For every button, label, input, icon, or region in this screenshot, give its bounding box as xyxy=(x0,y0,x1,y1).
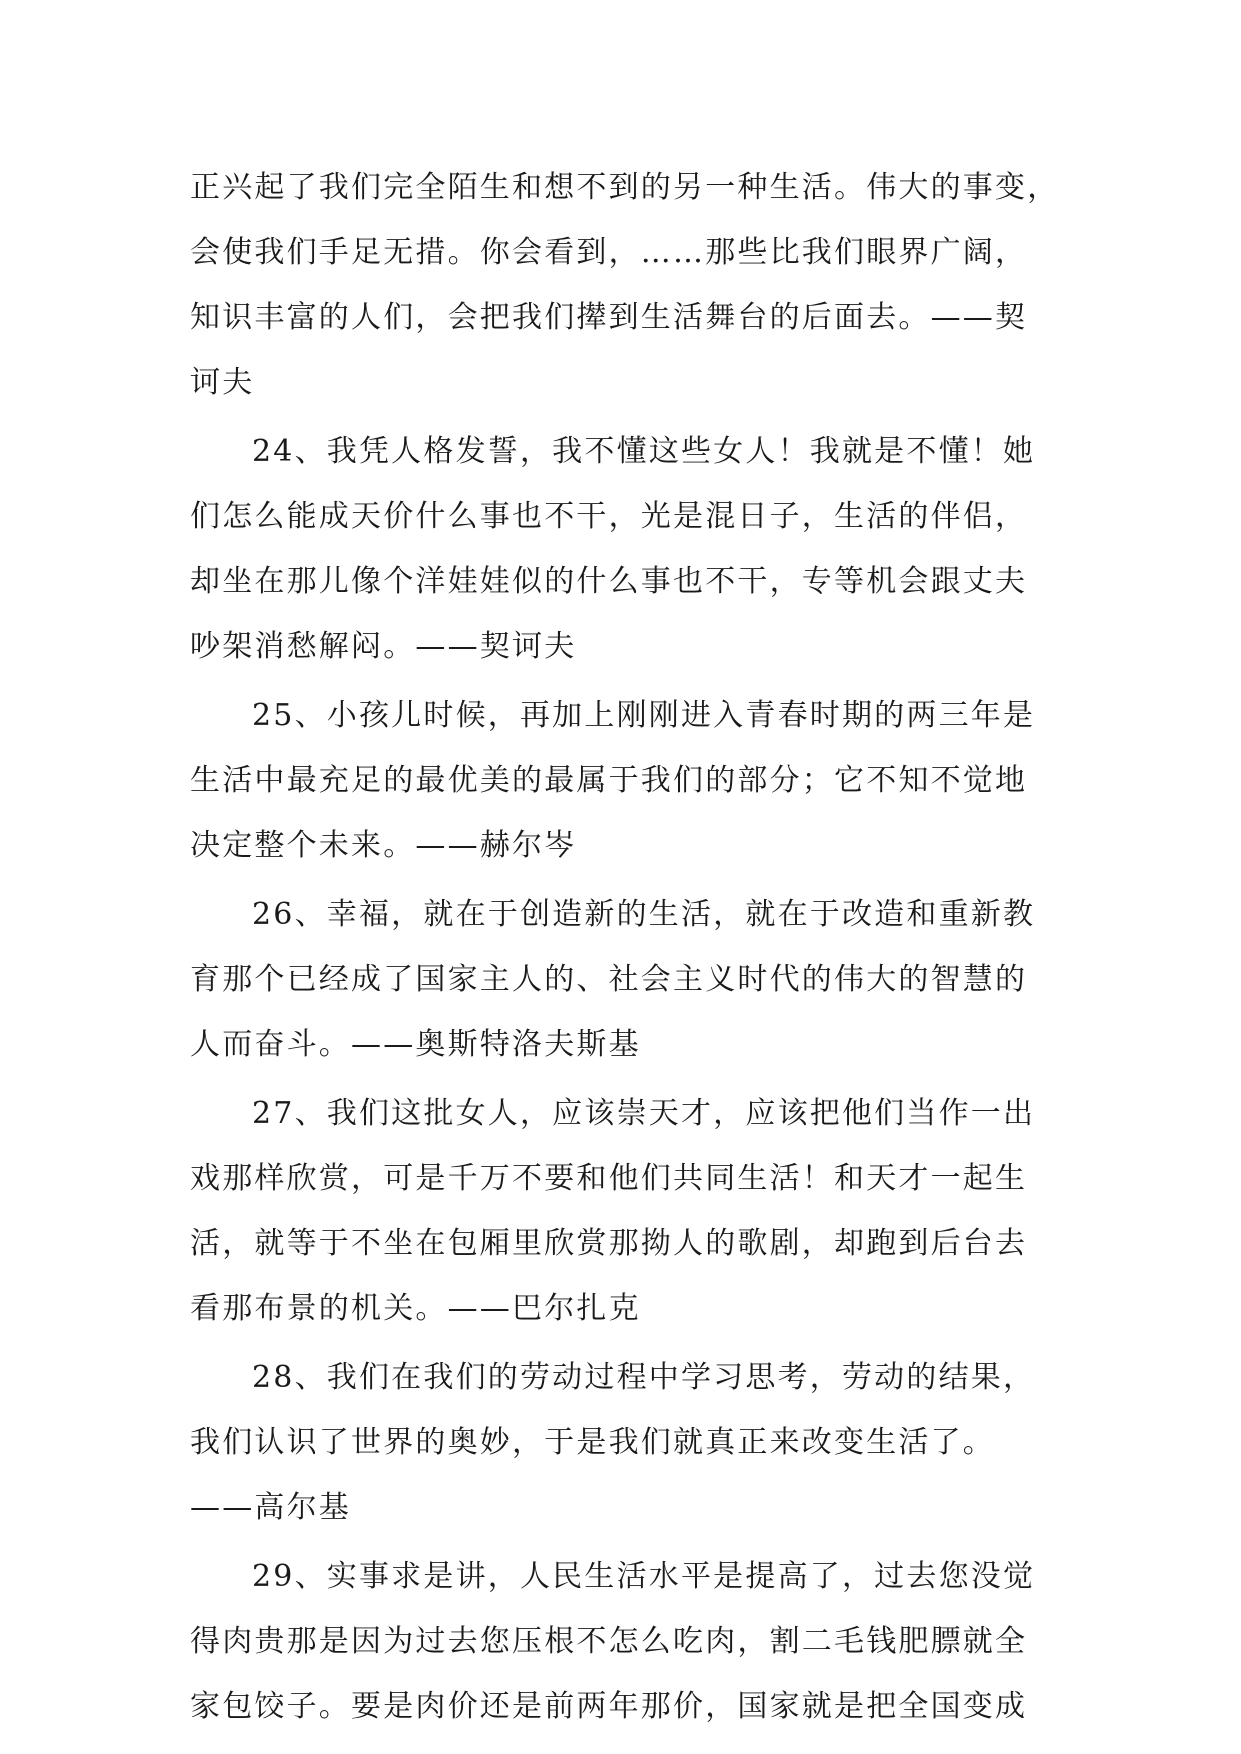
text-line: 正兴起了我们完全陌生和想不到的另一种生活。伟大的事变， xyxy=(190,170,1060,205)
text-line: 24、我凭人格发誓，我不懂这些女人！我就是不懂！她 xyxy=(252,434,1036,469)
paragraph-quote-25 xyxy=(190,683,1090,878)
paragraph-quote-28 xyxy=(190,1345,1090,1540)
text-line: 诃夫 xyxy=(190,365,255,400)
text-line: 知识丰富的人们，会把我们撵到生活舞台的后面去。——契 xyxy=(190,300,1028,335)
text-line: 29、实事求是讲，人民生活水平是提高了，过去您没觉 xyxy=(252,1559,1036,1594)
text-line: 活，就等于不坐在包厢里欣赏那拗人的歌剧，却跑到后台去 xyxy=(190,1226,1028,1261)
body-text xyxy=(190,155,1090,1739)
text-line: 生活中最充足的最优美的最属于我们的部分；它不知不觉地 xyxy=(190,763,1028,798)
text-line: 27、我们这批女人，应该崇天才，应该把他们当作一出 xyxy=(252,1096,1036,1131)
paragraph-quote-26 xyxy=(190,882,1090,1077)
paragraph-continuation xyxy=(190,155,1090,415)
text-line: 看那布景的机关。——巴尔扎克 xyxy=(190,1291,641,1326)
text-line: 25、小孩儿时候，再加上刚刚进入青春时期的两三年是 xyxy=(252,698,1036,733)
text-line: 人而奋斗。——奥斯特洛夫斯基 xyxy=(190,1027,641,1062)
text-line: 却坐在那儿像个洋娃娃似的什么事也不干，专等机会跟丈夫 xyxy=(190,564,1028,599)
text-line: 得肉贵那是因为过去您压根不怎么吃肉，割二毛钱肥膘就全 xyxy=(190,1624,1028,1659)
text-line: 我们认识了世界的奥妙，于是我们就真正来改变生活了。 xyxy=(190,1425,995,1460)
text-line: 育那个已经成了国家主人的、社会主义时代的伟大的智慧的 xyxy=(190,962,1028,997)
text-line: 们怎么能成天价什么事也不干，光是混日子，生活的伴侣， xyxy=(190,499,1028,534)
text-line: 决定整个未来。——赫尔岑 xyxy=(190,828,577,863)
paragraph-quote-27 xyxy=(190,1081,1090,1341)
text-line: 戏那样欣赏，可是千万不要和他们共同生活！和天才一起生 xyxy=(190,1161,1028,1196)
paragraph-quote-24 xyxy=(190,419,1090,679)
text-line: 吵架消愁解闷。——契诃夫 xyxy=(190,629,577,664)
text-line: 28、我们在我们的劳动过程中学习思考，劳动的结果， xyxy=(252,1360,1036,1395)
text-line: 会使我们手足无措。你会看到，……那些比我们眼界广阔， xyxy=(190,235,1028,270)
text-line: 26、幸福，就在于创造新的生活，就在于改造和重新教 xyxy=(252,897,1036,932)
text-line: ——高尔基 xyxy=(190,1490,351,1525)
paragraph-quote-29 xyxy=(190,1544,1090,1739)
text-line: 家包饺子。要是肉价还是前两年那价，国家就是把全国变成 xyxy=(190,1689,1028,1724)
